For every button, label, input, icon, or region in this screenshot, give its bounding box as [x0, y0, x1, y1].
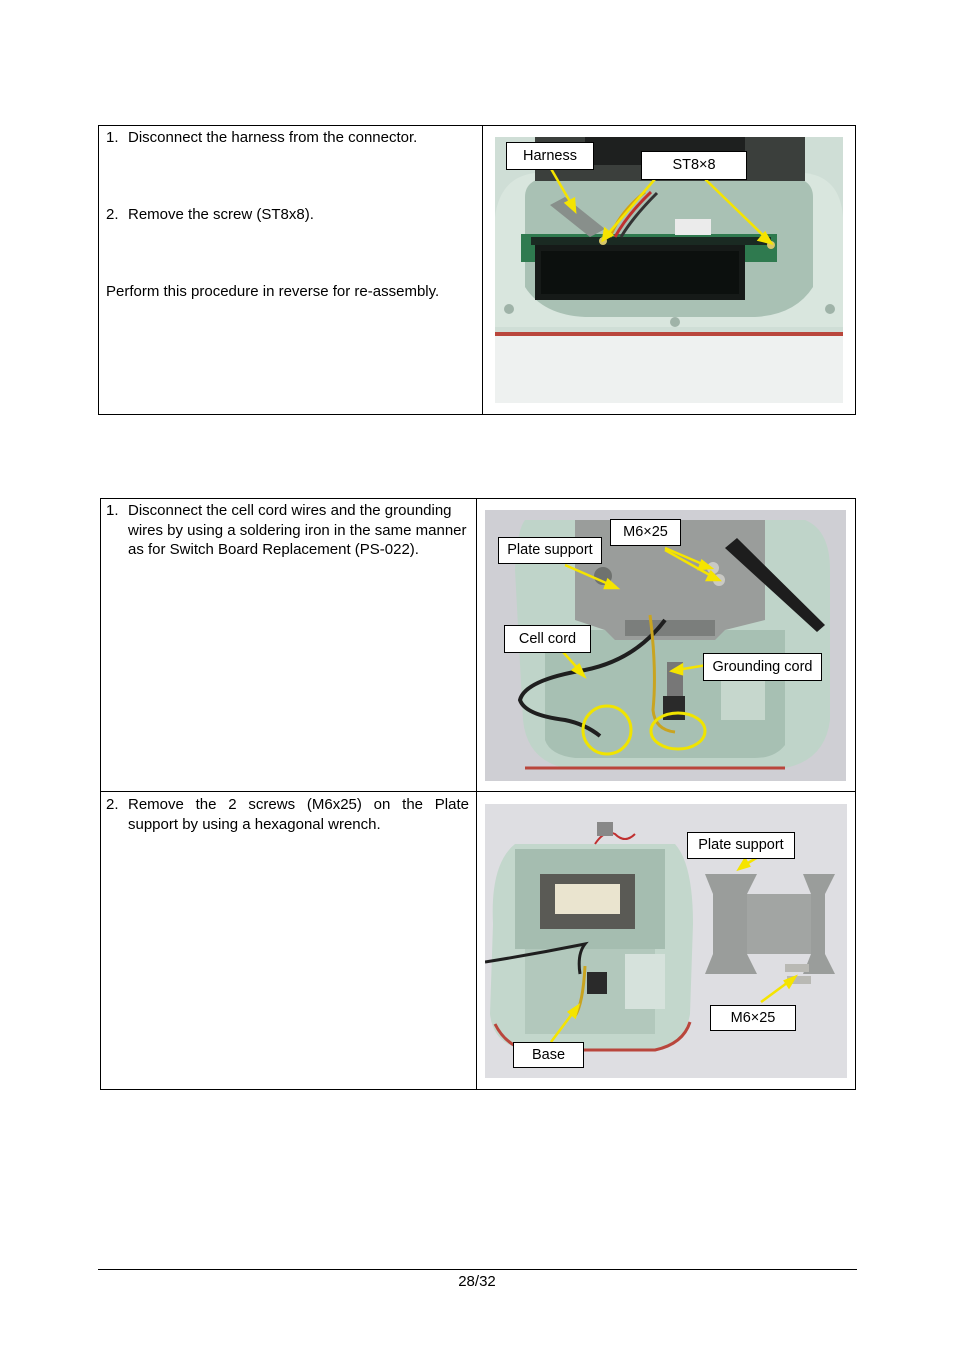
step-1	[106, 128, 476, 148]
step-number: 1.	[106, 502, 119, 519]
plate-support-label: Plate support	[498, 537, 602, 564]
reassembly-note: Perform this procedure in reverse for re-assembly.	[106, 283, 440, 300]
plate-support-label-2: Plate support	[687, 832, 795, 859]
base-label: Base	[513, 1042, 584, 1068]
step-text: Remove the screw (ST8x8).	[128, 206, 314, 223]
cell-cord-label: Cell cord	[504, 625, 591, 653]
step-number: 1.	[106, 129, 119, 146]
m6x25-screws-label: M6×25	[610, 519, 681, 546]
screw-st8x8-label: ST8×8	[641, 151, 747, 180]
step-text: Remove the 2 screws (M6x25) on the Plate support by using a hexagonal wrench.	[128, 796, 469, 833]
step-text: Disconnect the cell cord wires and the grounding wires by using a soldering iron in the same manner as for Switch Board Replacement (PS-022).	[128, 502, 467, 558]
grounding-cord-label: Grounding cord	[703, 653, 822, 681]
step-1-cell-cord	[106, 501, 469, 560]
table-1-divider	[482, 125, 483, 415]
step-2-remove-screws	[106, 795, 469, 834]
harness-label: Harness	[506, 142, 594, 170]
table-2-divider	[476, 498, 477, 1090]
page-number: 28/32	[458, 1273, 496, 1290]
table-2-row-divider	[100, 791, 856, 792]
step-2	[106, 205, 476, 225]
step-number: 2.	[106, 206, 119, 223]
step-text: Disconnect the harness from the connector.	[128, 129, 418, 146]
footer-rule	[98, 1269, 857, 1270]
m6x25-screws-label-2: M6×25	[710, 1005, 796, 1031]
step-number: 2.	[106, 796, 119, 813]
